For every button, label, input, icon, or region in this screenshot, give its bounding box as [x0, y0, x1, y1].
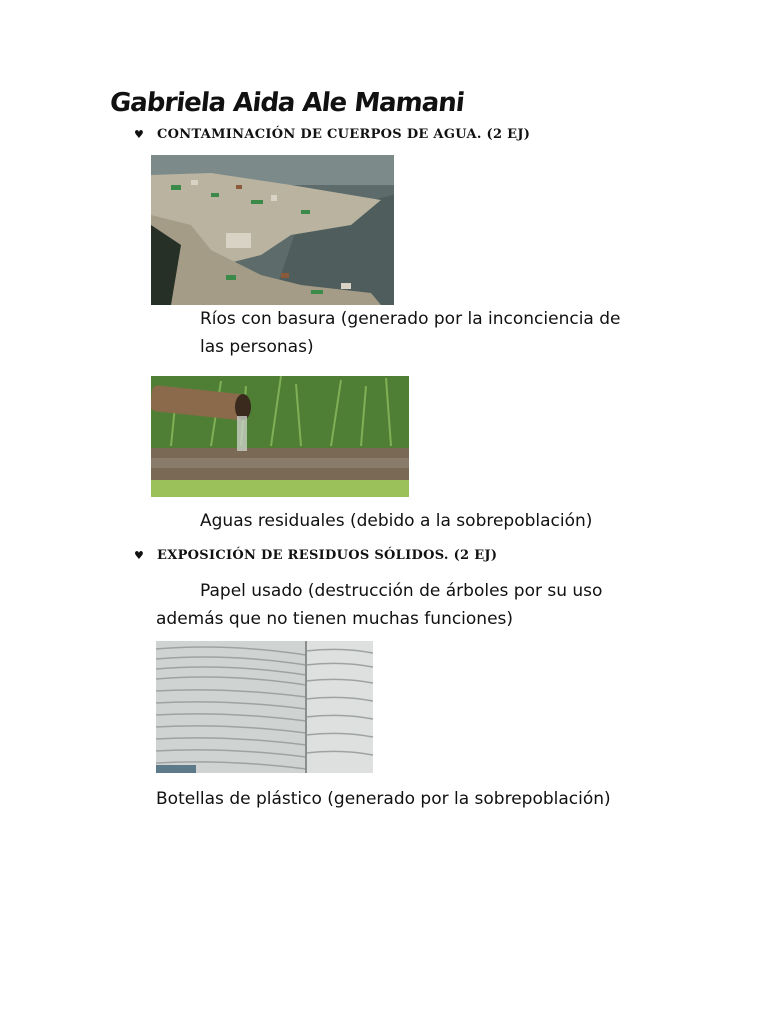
bullet-heart-icon: ♥	[134, 128, 144, 141]
author-name: Gabriela Aida Ale Mamani	[108, 88, 466, 118]
caption-plastic-bottles: Botellas de plástico (generado por la sobrepoblación)	[156, 789, 611, 809]
section-heading-water: CONTAMINACIÓN DE CUERPOS DE AGUA. (2 EJ)	[157, 127, 531, 142]
caption-river-garbage: Ríos con basura (generado por la inconciencia de las personas)	[200, 309, 621, 357]
river-garbage-photo	[151, 155, 394, 305]
wastewater-pipe-photo	[151, 376, 409, 497]
bullet-heart-icon: ♥	[134, 549, 144, 562]
section-heading-solid-waste: EXPOSICIÓN DE RESIDUOS SÓLIDOS. (2 EJ)	[157, 548, 498, 563]
caption-used-paper: Papel usado (destrucción de árboles por su uso además que no tienen muchas funciones)	[156, 581, 603, 629]
caption-wastewater: Aguas residuales (debido a la sobrepoblación)	[200, 511, 593, 531]
paper-stacks-photo	[156, 641, 373, 773]
